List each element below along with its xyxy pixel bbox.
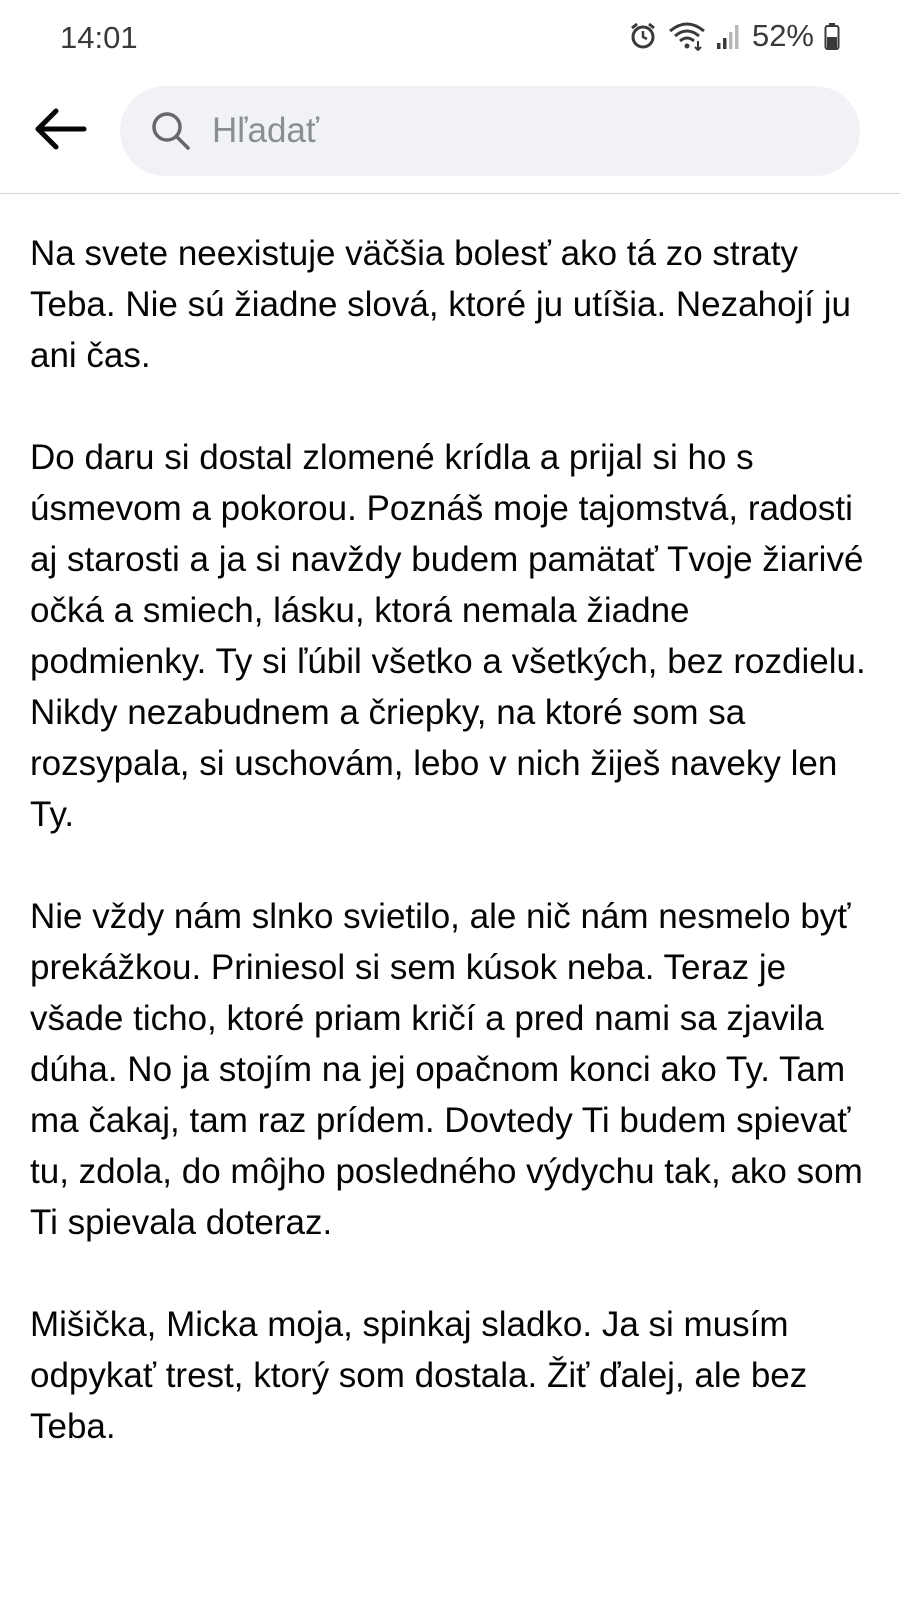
wifi-icon xyxy=(668,21,706,51)
search-icon xyxy=(150,109,194,153)
back-button[interactable] xyxy=(24,100,96,162)
status-icons xyxy=(628,18,840,54)
battery-icon xyxy=(824,21,840,51)
search-header xyxy=(0,78,900,194)
post-paragraph-2: Do daru si dostal zlomené krídla a prijal si ho s úsmevom a pokorou. Poznáš moje tajomstvá, radosti aj starosti a ja si navždy budem pamätať Tvoje žiarivé očká a smiech, lásku, ktorá nemala žiadne podmienky. Ty si ľúbil všetko a všetkých, bez rozdielu. Nikdy nezabudnem a čriepky, na ktoré som sa rozsypala, si uschovám, lebo v nich žiješ naveky len Ty. xyxy=(30,438,866,834)
battery-percent: 52% xyxy=(751,18,814,53)
search-input[interactable] xyxy=(210,110,814,152)
signal-icon xyxy=(716,21,742,51)
post-text xyxy=(30,228,875,1503)
post-paragraph-1: Na svete neexistuje väčšia bolesť ako tá zo straty Teba. Nie sú žiadne slová, ktoré ju utíšia. Nezahojí ju ani čas. xyxy=(30,234,851,375)
alarm-icon xyxy=(628,21,658,51)
search-box[interactable] xyxy=(120,86,860,176)
post-paragraph-4: Mišička, Micka moja, spinkaj sladko. Ja si musím odpykať trest, ktorý som dostala. Žiť ďalej, ale bez Teba. xyxy=(30,1305,808,1446)
status-bar xyxy=(0,0,900,78)
post-paragraph-3: Nie vždy nám slnko svietilo, ale nič nám nesmelo byť prekážkou. Priniesol si sem kúsok neba. Teraz je všade ticho, ktoré priam kričí a pred nami sa zjavila dúha. No ja stojím na jej opačnom konci ako Ty. Tam ma čakaj, tam raz prídem. Dovtedy Ti budem spievať tu, zdola, do môjho posledného výdychu tak, ako som Ti spievala doteraz. xyxy=(30,897,863,1242)
status-time: 14:01 xyxy=(60,20,138,55)
back-arrow-icon xyxy=(32,107,88,156)
